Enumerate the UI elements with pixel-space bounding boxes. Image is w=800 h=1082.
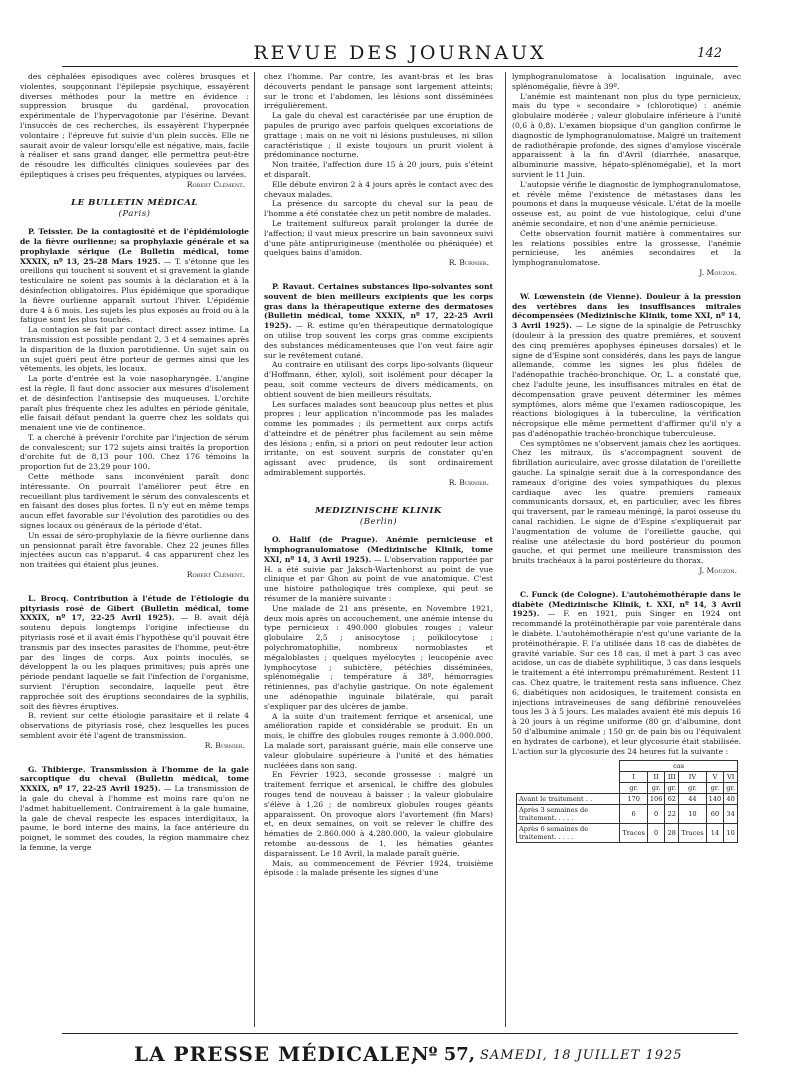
column-header: II	[647, 772, 665, 783]
unit-cell: gr.	[679, 783, 706, 794]
paragraph: A la suite d'un traitement ferrique et arsenical, une amélioration rapide et considérable se produit. En un mois, le chiffre des globules rouges remonte à 3.000.000. La malade sort, paraissant guérie, mais elle conserve une valeur globulaire supérieure à l'unité et des hématies nucléées dans son sang.	[264, 711, 493, 770]
issue-date: SAMEDI, 18 JUILLET 1925	[480, 1048, 683, 1063]
column-header: VI	[724, 772, 738, 783]
unit-cell: gr.	[724, 783, 738, 794]
table-group-header: cas	[620, 761, 738, 772]
table-cell: 106	[647, 794, 665, 805]
paragraph: Une malade de 21 ans présente, en Novembre 1921, deux mois après un accouchement, une anémie intense du type pernicieux : 490.000 globules rouges ; valeur globulaire 2,5 ; anisocytose ; poïkilocytose ; polychromatophilie, nombreux normoblastes et mégaloblastes ; quelques myélocytes ; leucopénie avec lymphocytose ; subictère, pétéchies disséminées, splénomégalie ; température à 38º, hémorragies rétiniennes, pas d'achylie gastrique. On note également une adénopathie inguinale bilatérale, qui paraît s'expliquer par des ulcères de jambe.	[264, 603, 493, 711]
article-title: P. Ravaut. Certaines substances lipo-solvantes sont souvent de bien meilleurs excipients que les corps gras dans la thérapeutique externe des dermatoses (Bulletin médical, tome XXXIX, nº 17, 22-25 Avril 1925). — R. estime qu'en thérapeutique dermatologique on utilise trop souvent les corps gras comme excipients des substances médicamenteuses que l'on veut faire agir sur le revêtement cutané.	[264, 281, 493, 360]
page-number: 142	[697, 46, 722, 61]
paragraph: L'autopsie vérifie le diagnostic de lymphogranulomatose, et révèle même l'existence de métastases dans les poumons et dans la muqueuse vésicale. L'état de la moelle osseuse est, au point de vue histologique, celui d'une anémie secondaire, et non d'une anémie pernicieuse.	[512, 179, 741, 228]
column-header: III	[665, 772, 679, 783]
paragraph: La gale du cheval est caractérisée par une éruption de papules de prurigo avec parfois quelques excoriations de grattage ; mais on ne voit ni lésions pustuleuses, ni sillon caractéristique ; il existe toujours un prurit violent à prédominance nocturne.	[264, 111, 493, 160]
table-cell: 14	[706, 824, 724, 843]
column-left	[20, 72, 249, 853]
column-header: I	[620, 772, 647, 783]
paragraph: Cette méthode sans inconvénient paraît donc intéressante. On pourrait l'améliorer peut être en recueillant plus tardivement le sérum des convalescents et en faisant des doses plus fortes. Il n'y eut en même temps aucun effet favorable sur l'évolution des parotidies ou des signes locaux ou généraux de la période d'état.	[20, 472, 249, 531]
table-corner	[517, 761, 620, 772]
table-cell: 6	[620, 805, 647, 824]
table-cell: 62	[665, 794, 679, 805]
table-cell: 40	[724, 794, 738, 805]
article-title: P. Teissier. De la contagiosité et de l'épidémiologie de la fièvre ourlienne; sa prophylaxie générale et sa prophylaxie sérique (Le Bulletin médical, tome XXXIX, nº 13, 25-28 Mars 1925. — T. s'étonne que les oreillons qui touchent si souvent et si gravement la glande testiculaire ne soient pas soumis à la déclaration et à la désinfection obligatoires. Plus épidémique que sporadique la fièvre ourlienne apparaît surtout l'hiver. L'épidémie dure 4 à 6 mois. Les sujets les plus exposés au froid ou à la fatigue sont les plus touchés.	[20, 227, 249, 325]
table-cell: Traces	[679, 824, 706, 843]
section-heading: MEDIZINISCHE KLINIK	[315, 505, 442, 516]
table-row	[517, 824, 738, 843]
header-rule	[62, 66, 738, 67]
page-footer	[62, 1040, 738, 1068]
article-title: W. Lœwenstein (de Vienne). Douleur à la pression des vertèbres dans les insuffisances mitrales décompensées (Medizinische Klinik, tome XXI, nº 14, 3 Avril 1925). — Le signe de la spinalgie de Petruschky (douleur à la pression des quatre premières, et souvent des cinq premières apophyses épineuses dorsales) et le signe de d'Espine sont considérés, dans les pays de langue allemande, comme les signes les plus fidèles de l'adénopathie trachéo-bronchique. Or, L. a constaté que, chez l'adulte jeune, les insuffisances mitrales en état de décompensation grave peuvent déterminer les mêmes symptômes, alors même que l'examen radioscopique, les réactions biologiques à la tuberculine, la vérification nécropsique elle même permettent d'affirmer qu'il n'y a pas d'adénopathie trachéo-bronchique tuberculeuse.	[512, 291, 741, 438]
section-city: (Berlin)	[359, 517, 398, 528]
table-cell: Traces	[620, 824, 647, 843]
table-cell: 34	[724, 805, 738, 824]
signature: Robert Clément.	[186, 179, 245, 189]
signature: J. Mouzon.	[699, 267, 737, 277]
row-label: Avant le traitement . .	[517, 794, 620, 805]
paragraph: La contagion se fait par contact direct assez intime. La transmission est possible pendant 2, 3 et 4 semaines après la disparition de la fluxion parotidienne. Un sujet sain ou un sujet guéri peut être porteur de germes ainsi que les vêtements, les objets, les locaux.	[20, 325, 249, 374]
table-cell: 170	[620, 794, 647, 805]
table-cell: 0	[647, 824, 665, 843]
table-cell: 10	[679, 805, 706, 824]
signature: J. Mouzon.	[699, 566, 737, 576]
running-title: REVUE DES JOURNAUX	[253, 42, 547, 64]
table-cell: 140	[706, 794, 724, 805]
unit-cell: gr.	[665, 783, 679, 794]
glycosuria-table	[516, 760, 738, 843]
paragraph: lymphogranulomatose à localisation inguinale, avec splénomégalie, fièvre à 39º.	[512, 72, 741, 91]
paragraph: Le traitement sulfureux paraît prolonger la durée de l'affection; il vaut mieux prescrire un bain savonneux suivi d'une pâte antiprurigineuse (mentholée ou phéniquée) et quelques bains d'amidon.	[264, 218, 493, 258]
table-row	[517, 794, 738, 805]
section-city: (Paris)	[118, 209, 151, 220]
table-cell: 60	[706, 805, 724, 824]
page-header	[0, 0, 800, 66]
column-divider	[254, 72, 255, 1027]
paragraph: Cette observation fournit matière à commentaires sur les relations possibles entre la grossesse, l'anémie pernicieuse, les anémies secondaires et la lymphogranulomatose.	[512, 228, 741, 268]
unit-cell: gr.	[620, 783, 647, 794]
table-cell: 22	[665, 805, 679, 824]
unit-cell: gr.	[647, 783, 665, 794]
signature: R. Burnier.	[448, 258, 489, 268]
table-cell: 28	[665, 824, 679, 843]
table-row	[517, 805, 738, 824]
column-header: IV	[679, 772, 706, 783]
paragraph: L'anémie est maintenant non plus du type pernicieux, mais du type « secondaire » (chlorotique) : anémie globulaire modérée ; valeur globulaire inférieure à l'unité (0,6 à 0,8). L'examen biopsique d'un ganglion confirme le diagnostic de lymphogranulomatose. Malgré un traitement de radiothérapie profonde, des signes d'amylose viscérale apparaissent à la fin d'Avril (diarrhée, anasarque, albuminurie massive, hépato-splénomégalie), et la mort survient le 11 Juin.	[512, 91, 741, 179]
paragraph: des céphalées épisodiques avec colères brusques et violentes, soupçonnant l'épilepsie psychique, essayèrent diverses méthodes pour la mettre en évidence : suppression brusque du gardénal, provocation expérimentale de l'hypervagotonie par l'ésérine. Devant l'insuccès de ces recherches, ils essayèrent l'hyperpnée volontaire ; l'épreuve fut suivie d'un plein succès. Elle ne saurait avoir de valeur lorsqu'elle est négative, mais, facile à réaliser et sans grand danger, elle permettra peut-être de résoudre les difficultés cliniques soulevées par des épileptiques à crises peu fréquentes, atypiques ou larvées.	[20, 72, 249, 179]
signature: R. Burnier.	[448, 477, 489, 487]
paragraph: Elle débute environ 2 à 4 jours après le contact avec des chevaux malades.	[264, 179, 493, 199]
paragraph: chez l'homme. Par contre, les avant-bras et les bras découverts pendant le pansage sont largement atteints; sur le tronc et l'abdomen, les lésions sont disséminées irrégulièrement.	[264, 72, 493, 111]
paragraph: Mais, au commencement de Février 1924, troisième épisode : la malade présente les signes d'une	[264, 858, 493, 878]
column-middle	[264, 72, 493, 878]
row-label: Après 3 semaines de traitement. . . . .	[517, 805, 620, 824]
article-title: C. Funck (de Cologne). L'autohémothérapie dans le diabète (Medizinische Klinik, t. XXI, nº 14, 3 Avril 1925). — F. en 1921, puis Singer en 1924 ont recommandé la protéinothérapie par voie parentérale dans le diabète. L'autohémothérapie n'est qu'une variante de la protéinothérapie. F. l'a utilisée dans 18 cas de diabètes de gravité variable. Sur ces 18 cas, il met à part 3 cas avec acidose, un cas de diabète syphilitique, 3 cas dans lesquels le traitement a été interrompu prématurément. Restent 11 cas. Chez quatre, le traitement resta sans influence. Chez 6, diabétiques non acidosiques, le traitement consista en injections intraveineuses de sang défibriné renouvelées tous les 3 à 5 jours. Les malades avaient été mis depuis 16 à 20 jours à un régime uniforme (80 gr. d'albumine, dont 50 d'albumine animale ; 150 gr. de pain bis ou l'équivalent en hydrates de carbone), et leur glycosurie était stabilisée. L'action sur la glycosurie des 24 heures fut la suivante :	[512, 589, 741, 756]
paragraph: La présence du sarcopte du cheval sur la peau de l'homme a été constatée chez un petit nombre de malades.	[264, 199, 493, 219]
paragraph: La porte d'entrée est la voie nasopharyngée. L'angine est la règle. Il faut donc associer aux mesures d'isolement et de désinfection l'antisepsie des muqueuses. L'orchite paraît plus fréquente chez les adultes en période génitale, elle faisait défaut pendant la guerre chez les soldats qui menaient une vie de continence.	[20, 374, 249, 433]
table-cell: 44	[679, 794, 706, 805]
signature: R. Burnier.	[204, 740, 245, 750]
column-divider	[505, 72, 506, 1027]
table-cell: 0	[647, 805, 665, 824]
paragraph: Non traitée, l'affection dure 15 à 20 jours, puis s'éteint et disparaît.	[264, 160, 493, 179]
paragraph: B. revient sur cette étiologie parasitaire et il relate 4 observations de pityriasis rosé, chez lesquelles les puces semblent avoir été l'agent de transmission.	[20, 711, 249, 740]
column-header: V	[706, 772, 724, 783]
journal-name: LA PRESSE MÉDICALE,	[134, 1042, 419, 1066]
column-right	[512, 72, 741, 843]
paragraph: Les surfaces malades sont beaucoup plus nettes et plus propres ; leur application n'incommode pas les malades comme les pommades ; ils permettent aux corps actifs d'atteindre et de pénétrer plus facilement au sein même des lésions ; enfin, si a priori on peut redouter leur action irritante, on est souvent surpris de constater qu'en agissant avec prudence, ils sont ordinairement admirablement supportés.	[264, 399, 493, 478]
issue-number: Nº 57,	[412, 1044, 476, 1065]
signature: Robert Clément.	[186, 570, 245, 580]
paragraph: En Février 1923, seconde grossesse : malgré un traitement ferrique et arsenical, le chiffre des globules rouges tend de nouveau à baisser ; la valeur globulaire s'élève à 1,26 ; de nombreux globules rouges géants apparaissent. On provoque alors l'avortement (fin Mars) et, en deux semaines, on voit se relever le chiffre des hématies de 2.860.000 à 4.280.000, la valeur globulaire retombe au-dessous de 1, les hématies géantes disparaissent. Le 18 Avril, la malade paraît guérie.	[264, 770, 493, 858]
paragraph: T. a cherché à prévenir l'orchite par l'injection de sérum de convalescent; sur 172 sujets ainsi traités la proportion d'orchite fut de 8,13 pour 100. Chez 176 témoins la proportion fut de 23,29 pour 100.	[20, 432, 249, 472]
article-title: L. Brocq. Contribution à l'étude de l'étiologie du pityriasis rosé de Gibert (Bulletin médical, tome XXXIX, nº 17, 22-25 Avril 1925). — B. avait déjà soutenu depuis longtemps l'origine infectieuse du pityriasis rosé et il avait émis l'hypothèse qu'il pouvait être transmis par des insectes parasites de l'homme, peut-être par des linges de corps. Aux points inoculés, se développent la ou les plaques primitives; puis après une période pendant laquelle se fait l'infection de l'organisme, survient l'éruption secondaire, laquelle peut être rapprochée soit des éruptions secondaires de la syphilis, soit des fièvres éruptives.	[20, 593, 250, 711]
footer-rule	[62, 1033, 738, 1034]
table-cell: 10	[724, 824, 738, 843]
row-label: Après 6 semaines de traitement. . . . .	[517, 824, 620, 843]
article-title: O. Halif (de Prague). Anémie pernicieuse et lymphogranulomatose (Medizinische Klinik, tome XXI, nº 14, 3 Avril 1925). — L'observation rapportée par H. a été suivie par Jaksch-Wartenhorst au point de vue clinique et par Ghon au point de vue anatomique. C'est une histoire pathologique très complexe, qui peut se résumer de la manière suivante :	[264, 535, 493, 604]
unit-cell: gr.	[706, 783, 724, 794]
paragraph: Un essai de séro-prophylaxie de la fièvre ourlienne dans un pensionnat paraît être favorable. Chez 22 jeunes filles injectées aucun cas n'apparut. 4 cas apparurent chez les non traitées qui étaient plus jeunes.	[20, 530, 249, 570]
paragraph: Au contraire en utilisant des corps lipo-solvants (liqueur d'Hoffmann, éther, xylol), soit isolément pour décaper la peau, soit comme vecteurs de divers médicaments, on obtient souvent de bien meilleurs résultats.	[264, 360, 493, 399]
article-title: G. Thibierge. Transmission à l'homme de la gale sarcoptique du cheval (Bulletin médical, tome XXXIX, nº 17, 22-25 Avril 1925). — La transmission de la gale du cheval à l'homme est moins rare qu'on ne l'admet habituellement. Contrairement à la gale humaine, la gale de cheval respecte les espaces interdigitaux, la paume, le bord interne des mains, la face antérieure du poignet, le sommet des coudes, la région mammaire chez la femme, la verge	[20, 764, 250, 852]
section-heading: LE BULLETIN MÉDICAL	[71, 197, 198, 208]
paragraph: Ces symptômes ne s'observent jamais chez les aortiques. Chez les mitraux, ils s'accompagnent souvent de fibrillation auriculaire, avec grosse dilatation de l'oreillette gauche. La spinalgie serait due à la correspondance des rameaux d'origine des voies sympathiques du plexus cardiaque avec les quatre premiers rameaux communicants dorsaux, et, en particulier, avec les fibres qui traversent, par le rameau méningé, la paroi osseuse du canal rachidien. Le signe de d'Espine s'expliquerait par l'augmentation de volume de l'oreillette gauche, qui réalise une atélectasie du bord postérieur du poumon gauche, et qui permet une meilleure transmission des bruits trachéaux à la paroi postérieure du thorax.	[512, 438, 741, 566]
